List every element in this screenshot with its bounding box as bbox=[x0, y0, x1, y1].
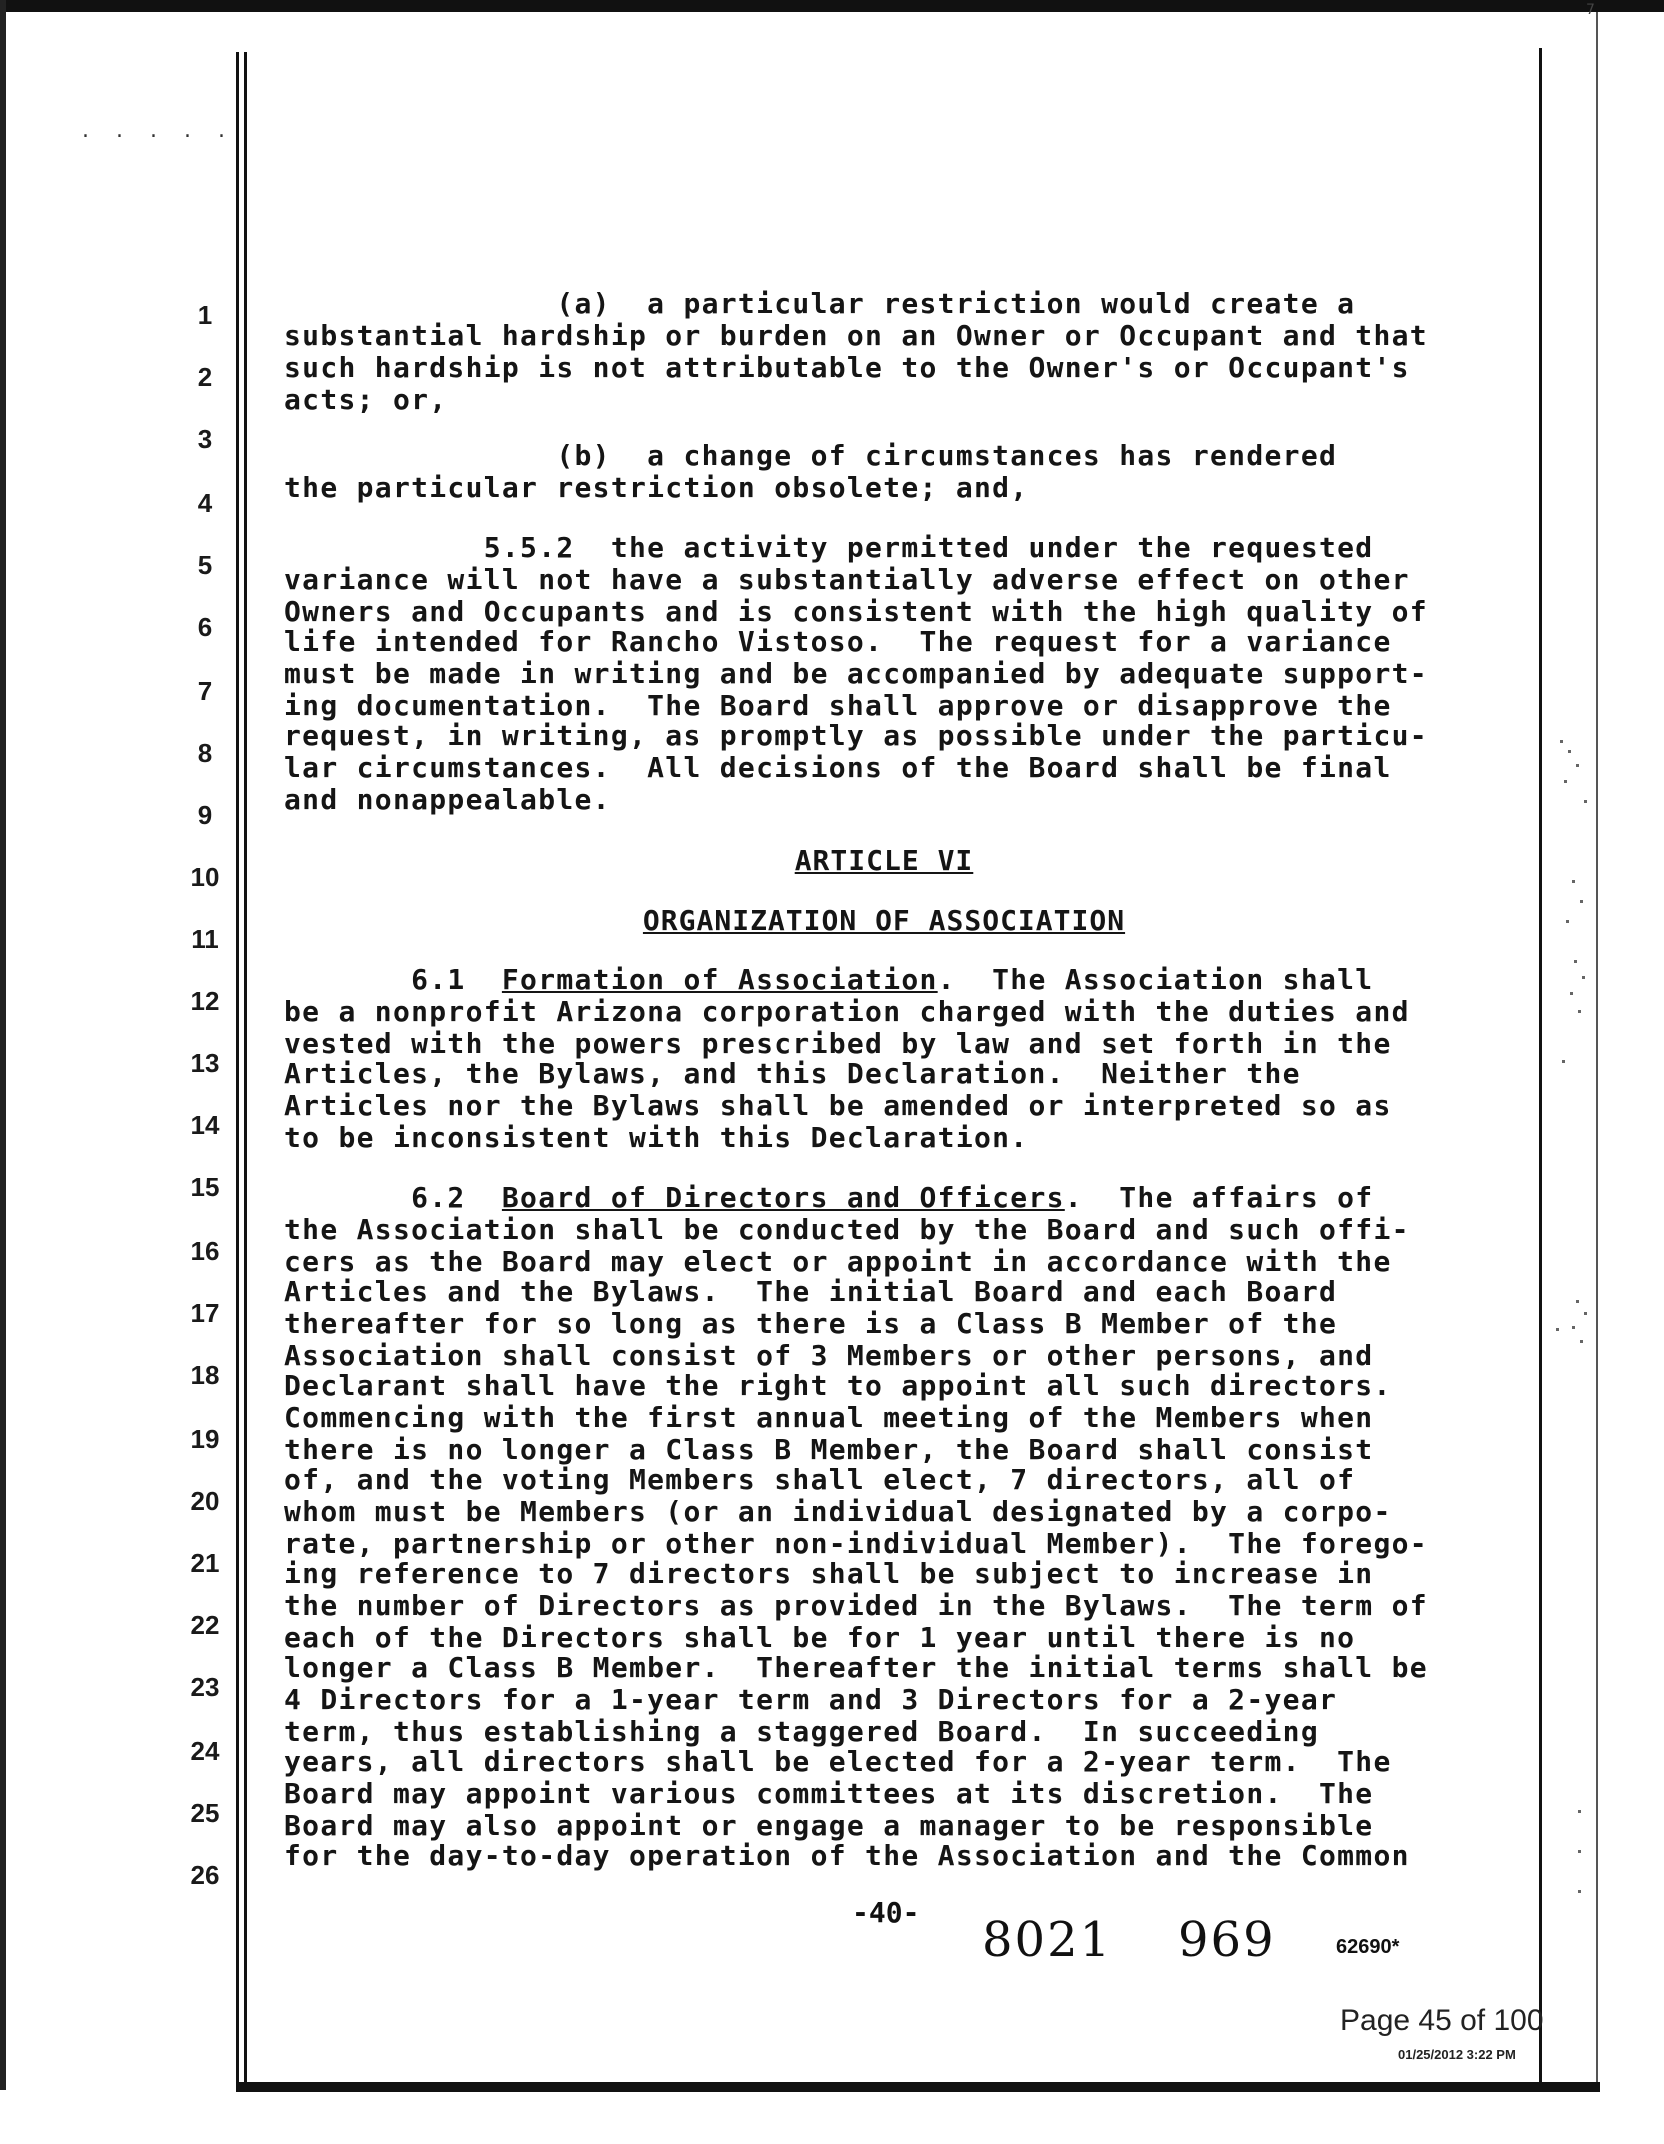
scan-speck bbox=[1578, 1850, 1581, 1853]
line-number: 8 bbox=[197, 738, 213, 768]
scan-timestamp: 01/25/2012 3:22 PM bbox=[1398, 2047, 1516, 2062]
text-line: Commencing with the first annual meeting of the Members when bbox=[284, 1401, 1374, 1434]
section-6-2-heading-line bbox=[284, 1182, 1373, 1214]
scan-speck bbox=[1574, 960, 1577, 963]
text-line: thereafter for so long as there is a Class B Member of the bbox=[284, 1307, 1338, 1340]
scan-speck bbox=[1576, 764, 1579, 767]
text-line: cers as the Board may elect or appoint in accordance with the bbox=[284, 1245, 1392, 1278]
line-number: 11 bbox=[191, 924, 219, 954]
text-line: years, all directors shall be elected for a 2-year term. The bbox=[284, 1745, 1392, 1778]
text-line: term, thus establishing a staggered Board. In succeeding bbox=[284, 1715, 1319, 1748]
line-number: 22 bbox=[190, 1610, 220, 1640]
text-line: variance will not have a substantially adverse effect on other bbox=[284, 563, 1410, 596]
line-number: 25 bbox=[190, 1798, 220, 1828]
line-number: 20 bbox=[190, 1486, 220, 1516]
line-number: 7 bbox=[197, 676, 213, 706]
scan-speck bbox=[1572, 880, 1575, 883]
line-number: 14 bbox=[190, 1110, 220, 1140]
left-scan-border bbox=[0, 0, 6, 2090]
scan-speck bbox=[1580, 1340, 1583, 1343]
line-number: 13 bbox=[190, 1048, 220, 1078]
line-number: 19 bbox=[190, 1424, 220, 1454]
text-line: whom must be Members (or an individual designated by a corpo- bbox=[284, 1495, 1392, 1528]
line-number: 21 bbox=[190, 1548, 220, 1578]
text-line: 5.5.2 the activity permitted under the requested bbox=[284, 531, 1374, 564]
line-number: 10 bbox=[190, 862, 220, 892]
scan-speck bbox=[1576, 1300, 1579, 1303]
line-number: 23 bbox=[190, 1672, 220, 1702]
text-line: and nonappealable. bbox=[284, 783, 611, 816]
line-number: 6 bbox=[197, 612, 213, 642]
scan-speck bbox=[1578, 1810, 1581, 1813]
scan-speck bbox=[1578, 1010, 1581, 1013]
text-line: the Association shall be conducted by the Board and such offi- bbox=[284, 1213, 1410, 1246]
text-line: (b) a change of circumstances has rendered bbox=[284, 439, 1338, 472]
left-margin-rule-inner bbox=[244, 52, 247, 2087]
line-number: 2 bbox=[197, 362, 213, 392]
scan-speck bbox=[1582, 976, 1585, 979]
recording-book-number: 8021 bbox=[982, 1912, 1113, 1968]
scan-speck bbox=[1584, 1312, 1587, 1315]
scan-speck bbox=[1560, 740, 1563, 743]
text-line: there is no longer a Class B Member, the Board shall consist bbox=[284, 1433, 1374, 1466]
article-title: ARTICLE VI bbox=[794, 844, 974, 877]
scan-speck bbox=[1570, 992, 1573, 995]
article-subtitle: ORGANIZATION OF ASSOCIATION bbox=[642, 904, 1126, 937]
scan-speck bbox=[1580, 900, 1583, 903]
page-number: -40- bbox=[852, 1896, 920, 1929]
left-margin-rule-outer bbox=[236, 52, 239, 2087]
right-scan-edge bbox=[1596, 12, 1598, 2084]
scan-speck bbox=[1572, 1326, 1575, 1329]
scan-speck bbox=[1566, 920, 1569, 923]
text-line: rate, partnership or other non-individual Member). The forego- bbox=[284, 1527, 1428, 1560]
text-line: for the day-to-day operation of the Association and the Common bbox=[284, 1839, 1410, 1872]
text-line: Board may also appoint or engage a manager to be responsible bbox=[284, 1809, 1374, 1842]
text-line: Declarant shall have the right to appoint all such directors. bbox=[284, 1369, 1392, 1402]
right-margin-rule bbox=[1539, 48, 1542, 2083]
text-line: to be inconsistent with this Declaration. bbox=[284, 1121, 1029, 1154]
text-line: acts; or, bbox=[284, 383, 448, 416]
section-6-2-title: Board of Directors and Officers bbox=[501, 1181, 1065, 1214]
line-number: 16 bbox=[190, 1236, 220, 1266]
text-line: the particular restriction obsolete; and, bbox=[284, 471, 1029, 504]
section-prefix: 6.2 bbox=[284, 1181, 502, 1214]
line-number: 18 bbox=[190, 1360, 220, 1390]
line-number: 5 bbox=[197, 550, 213, 580]
corner-mark: 7 bbox=[1586, 2, 1595, 18]
bottom-scan-bar bbox=[236, 2082, 1600, 2092]
line-number: 17 bbox=[190, 1298, 220, 1328]
text-line: life intended for Rancho Vistoso. The request for a variance bbox=[284, 625, 1392, 658]
section-6-1-heading-line bbox=[284, 964, 1373, 996]
text-line: Articles nor the Bylaws shall be amended or interpreted so as bbox=[284, 1089, 1392, 1122]
text-line: Owners and Occupants and is consistent with the high quality of bbox=[284, 595, 1428, 628]
text-line: of, and the voting Members shall elect, 7 directors, all of bbox=[284, 1463, 1356, 1496]
text-line: be a nonprofit Arizona corporation charged with the duties and bbox=[284, 995, 1410, 1028]
text-line: Articles and the Bylaws. The initial Board and each Board bbox=[284, 1275, 1338, 1308]
line-number: 9 bbox=[197, 800, 213, 830]
text-line: the number of Directors as provided in the Bylaws. The term of bbox=[284, 1589, 1428, 1622]
line-number: 15 bbox=[190, 1172, 220, 1202]
text-line: such hardship is not attributable to the Owner's or Occupant's bbox=[284, 351, 1410, 384]
top-scan-bar bbox=[0, 0, 1664, 12]
scan-speck bbox=[1578, 1890, 1581, 1893]
text-line: substantial hardship or burden on an Owner or Occupant and that bbox=[284, 319, 1428, 352]
line-number: 26 bbox=[190, 1860, 220, 1890]
text-line: ing reference to 7 directors shall be subject to increase in bbox=[284, 1557, 1374, 1590]
scan-speck bbox=[1564, 780, 1567, 783]
section-prefix: 6.1 bbox=[284, 963, 502, 996]
text-line: ing documentation. The Board shall approve or disapprove the bbox=[284, 689, 1392, 722]
margin-dots: . . . . . bbox=[82, 118, 235, 143]
text-line: Articles, the Bylaws, and this Declaration. Neither the bbox=[284, 1057, 1301, 1090]
scan-speck bbox=[1562, 1060, 1565, 1063]
text-line: each of the Directors shall be for 1 year until there is no bbox=[284, 1621, 1356, 1654]
document-code: 62690* bbox=[1336, 1936, 1400, 1958]
text-line: Association shall consist of 3 Members or other persons, and bbox=[284, 1339, 1374, 1372]
text-line: Board may appoint various committees at its discretion. The bbox=[284, 1777, 1374, 1810]
text-line: request, in writing, as promptly as possible under the particu- bbox=[284, 719, 1428, 752]
text-line: (a) a particular restriction would create a bbox=[284, 287, 1356, 320]
recording-page-number: 969 bbox=[1178, 1912, 1276, 1968]
text-line: must be made in writing and be accompanied by adequate support- bbox=[284, 657, 1428, 690]
text-line: longer a Class B Member. Thereafter the initial terms shall be bbox=[284, 1651, 1428, 1684]
section-suffix: . The affairs of bbox=[1064, 1181, 1374, 1214]
section-6-1-title: Formation of Association bbox=[501, 963, 938, 996]
page-of-indicator: Page 45 of 100 bbox=[1340, 2004, 1544, 2037]
text-line: 4 Directors for a 1-year term and 3 Directors for a 2-year bbox=[284, 1683, 1338, 1716]
line-number: 1 bbox=[197, 300, 213, 330]
line-number: 12 bbox=[190, 986, 220, 1016]
line-number: 4 bbox=[197, 488, 213, 518]
line-number: 3 bbox=[197, 424, 213, 454]
scan-speck bbox=[1568, 750, 1571, 753]
text-line: lar circumstances. All decisions of the Board shall be final bbox=[284, 751, 1392, 784]
section-suffix: . The Association shall bbox=[937, 963, 1374, 996]
scan-speck bbox=[1584, 800, 1587, 803]
scan-specks bbox=[1554, 740, 1594, 1940]
line-number: 24 bbox=[190, 1736, 220, 1766]
text-line: vested with the powers prescribed by law and set forth in the bbox=[284, 1027, 1392, 1060]
scan-speck bbox=[1556, 1328, 1559, 1331]
